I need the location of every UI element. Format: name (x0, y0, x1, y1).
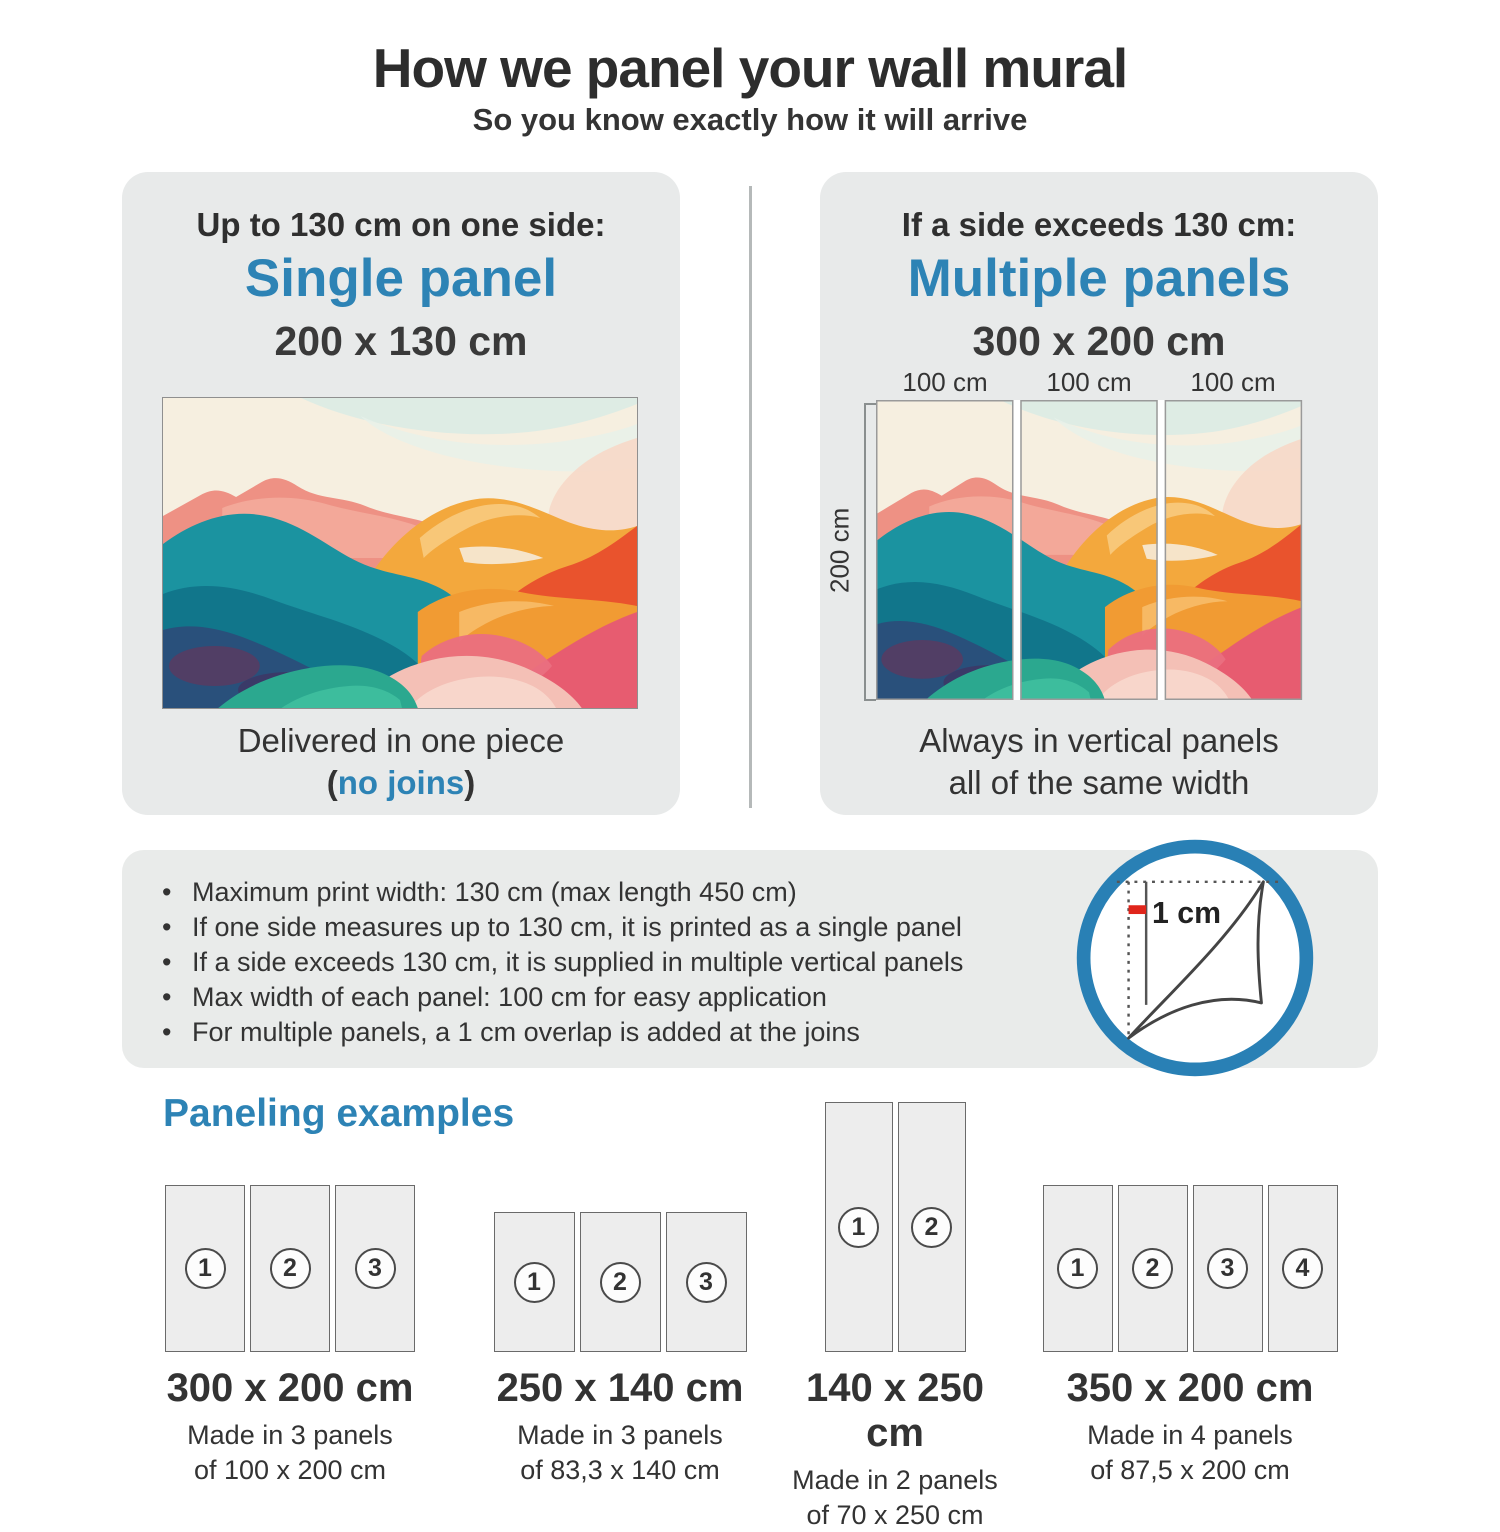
example-panel-2 (1118, 1185, 1188, 1352)
multiple-panels-title: Multiple panels (907, 249, 1291, 308)
note-bullet-3 (158, 945, 1098, 980)
multiple-panels-condition: If a side exceeds 130 cm: (901, 206, 1297, 243)
example-2-line2: of 83,3 x 140 cm (520, 1455, 720, 1485)
multiple-panels-size: 300 x 200 cm (972, 318, 1226, 364)
overlap-detail-icon (1068, 831, 1322, 1085)
single-panel-condition: Up to 130 cm on one side: (196, 206, 606, 243)
bullet-text: If a side exceeds 130 cm, it is supplied in multiple vertical panels (192, 947, 964, 977)
overlap-marker (1129, 905, 1147, 914)
single-panel-title: Single panel (244, 249, 558, 308)
example-panel-4 (1268, 1185, 1338, 1352)
example-panel-2 (250, 1185, 330, 1352)
panel-number-badge: 2 (911, 1207, 952, 1248)
paneling-example-1 (150, 1185, 430, 1487)
example-4-line2: of 87,5 x 200 cm (1090, 1455, 1290, 1485)
width-label-2: 100 cm (1046, 367, 1132, 397)
example-panel-1 (1043, 1185, 1113, 1352)
example-2-size: 250 x 140 cm (496, 1366, 744, 1410)
example-panel-3 (335, 1185, 415, 1352)
bullet-text: If one side measures up to 130 cm, it is printed as a single panel (192, 912, 962, 942)
bullet-dot: • (162, 1017, 172, 1047)
single-panel-footer-2 (122, 764, 680, 802)
overlap-label: 1 cm (1152, 896, 1221, 930)
example-panel-1 (825, 1102, 893, 1352)
example-panel-1 (165, 1185, 245, 1352)
panel-number-badge: 3 (355, 1248, 396, 1289)
page-title: How we panel your wall mural (372, 37, 1128, 99)
mural-preview-panels (876, 400, 1302, 700)
height-bracket (864, 403, 876, 701)
example-1-size: 300 x 200 cm (166, 1366, 414, 1410)
note-bullet-5 (158, 1015, 1098, 1050)
note-bullet-1 (158, 875, 1098, 910)
bullet-text: Maximum print width: 130 cm (max length 450 cm) (192, 877, 797, 907)
bullet-text: For multiple panels, a 1 cm overlap is added at the joins (192, 1017, 860, 1047)
examples-heading: Paneling examples (163, 1092, 515, 1135)
example-panel-3 (666, 1212, 747, 1352)
note-bullet-4 (158, 980, 1098, 1015)
paren-open: ( (326, 764, 338, 801)
bullet-dot: • (162, 982, 172, 1012)
multiple-panels-footer-1: Always in vertical panels (919, 722, 1279, 759)
note-bullet-2 (158, 910, 1098, 945)
bullet-dot: • (162, 877, 172, 907)
example-3-line1: Made in 2 panels (792, 1465, 998, 1495)
page-subtitle: So you know exactly how it will arrive (472, 102, 1028, 137)
panel-number-badge: 2 (1132, 1248, 1173, 1289)
example-panel-2 (580, 1212, 661, 1352)
mural-image (162, 397, 638, 709)
panel-number-badge: 4 (1282, 1248, 1323, 1289)
notes-list (122, 850, 1098, 1050)
single-panel-size: 200 x 130 cm (274, 318, 528, 364)
single-panel-card (122, 172, 680, 815)
example-panel-2 (898, 1102, 966, 1352)
panel-number-badge: 1 (185, 1248, 226, 1289)
example-4-line1: Made in 4 panels (1087, 1420, 1293, 1450)
example-2-panels (480, 1212, 760, 1352)
mural-preview-single (162, 397, 638, 709)
paneling-example-3 (790, 1102, 1000, 1532)
example-2-line1: Made in 3 panels (517, 1420, 723, 1450)
multiple-panels-card (820, 172, 1378, 815)
example-3-size: 140 x 250 cm (806, 1366, 984, 1455)
paneling-example-2 (480, 1212, 760, 1487)
example-1-line2: of 100 x 200 cm (193, 1455, 387, 1485)
panel-number-badge: 2 (600, 1262, 641, 1303)
no-joins-label: no joins (337, 764, 465, 801)
panel-number-badge: 3 (1207, 1248, 1248, 1289)
example-4-panels (1030, 1185, 1350, 1352)
bullet-text: Max width of each panel: 100 cm for easy application (192, 982, 827, 1012)
height-label: 200 cm (824, 507, 855, 593)
paren-close: ) (464, 764, 476, 801)
example-panel-1 (494, 1212, 575, 1352)
bullet-dot: • (162, 912, 172, 942)
panel-number-badge: 1 (514, 1262, 555, 1303)
cards-divider (749, 186, 752, 808)
panel-number-badge: 1 (1057, 1248, 1098, 1289)
width-label-1: 100 cm (902, 367, 988, 397)
panel-number-badge: 2 (270, 1248, 311, 1289)
example-1-line1: Made in 3 panels (187, 1420, 393, 1450)
example-4-size: 350 x 200 cm (1066, 1366, 1314, 1410)
single-panel-footer: Delivered in one piece (237, 722, 565, 759)
mural-image-panelled (876, 400, 1302, 700)
example-3-line2: of 70 x 250 cm (806, 1500, 984, 1530)
paneling-example-4 (1030, 1185, 1350, 1487)
example-panel-3 (1193, 1185, 1263, 1352)
bullet-dot: • (162, 947, 172, 977)
circle-ring (1084, 847, 1307, 1070)
example-3-panels (790, 1102, 1000, 1352)
example-1-panels (150, 1185, 430, 1352)
width-label-3: 100 cm (1190, 367, 1276, 397)
panel-number-badge: 3 (686, 1262, 727, 1303)
panel-number-badge: 1 (838, 1207, 879, 1248)
multiple-panels-footer-2: all of the same width (948, 764, 1250, 801)
